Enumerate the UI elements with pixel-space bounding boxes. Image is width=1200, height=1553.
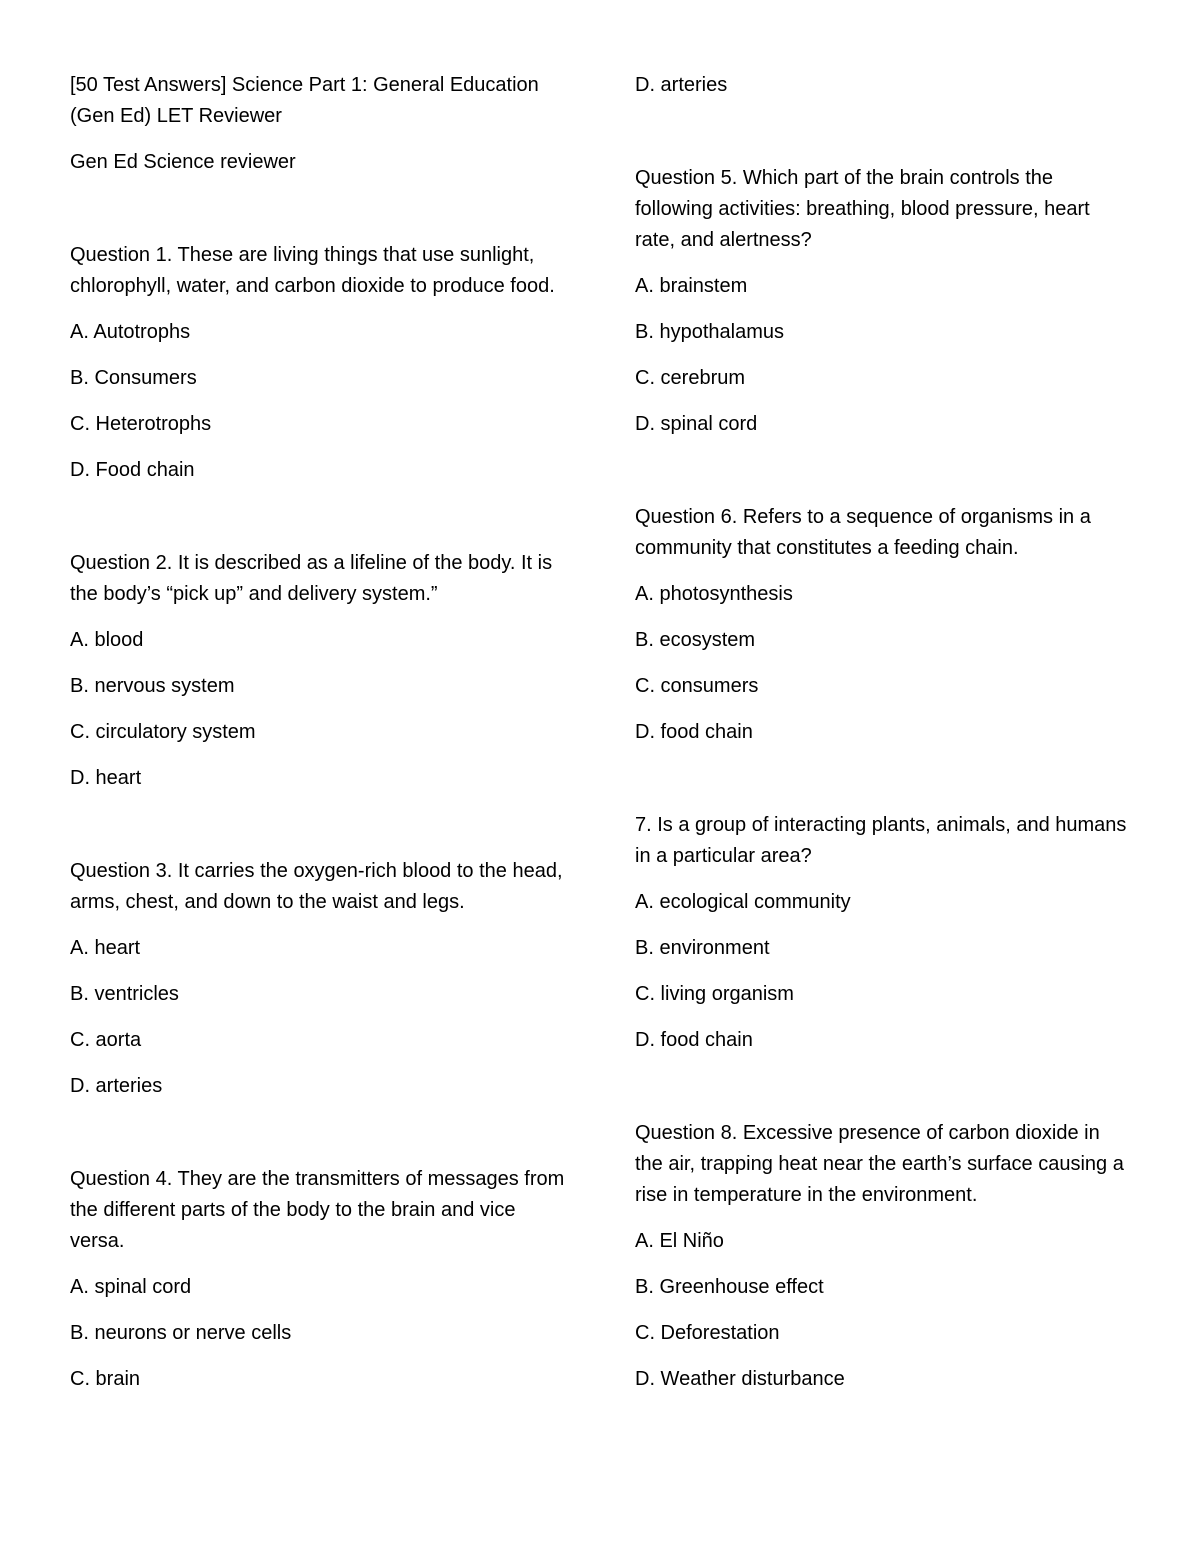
question-7 (635, 810, 1130, 1056)
answer-option: D. heart (70, 767, 142, 789)
answer-option: D. arteries (70, 1075, 163, 1097)
answer-option: D. arteries (635, 74, 728, 96)
question-4-continued (635, 70, 1130, 101)
question-4 (70, 1164, 565, 1395)
answer-option: D. spinal cord (635, 413, 758, 435)
answer-option: A. brainstem (635, 275, 748, 297)
question-prompt: Question 3. It carries the oxygen-rich blood to the head, arms, chest, and down to the waist and legs. (70, 860, 563, 913)
question-8 (635, 1118, 1130, 1395)
answer-option: B. ventricles (70, 983, 179, 1005)
document-subtitle: Gen Ed Science reviewer (70, 151, 296, 173)
left-column (70, 70, 565, 1410)
answer-option: C. Heterotrophs (70, 413, 212, 435)
answer-option: B. hypothalamus (635, 321, 784, 343)
question-prompt: Question 8. Excessive presence of carbon dioxide in the air, trapping heat near the earth’s surface causing a rise in temperature in the environment. (635, 1122, 1124, 1206)
question-1 (70, 240, 565, 486)
answer-option: C. living organism (635, 983, 794, 1005)
question-prompt: Question 4. They are the transmitters of messages from the different parts of the body to the brain and vice versa. (70, 1168, 565, 1252)
question-3 (70, 856, 565, 1102)
question-5 (635, 163, 1130, 440)
answer-option: A. spinal cord (70, 1276, 192, 1298)
answer-option: C. circulatory system (70, 721, 256, 743)
answer-option: B. neurons or nerve cells (70, 1322, 292, 1344)
answer-option: B. environment (635, 937, 770, 959)
answer-option: A. photosynthesis (635, 583, 793, 605)
answer-option: D. food chain (635, 1029, 753, 1051)
answer-option: D. Weather disturbance (635, 1368, 845, 1390)
answer-option: A. ecological community (635, 891, 851, 913)
question-prompt: Question 6. Refers to a sequence of organisms in a community that constitutes a feeding chain. (635, 506, 1091, 559)
answer-option: C. cerebrum (635, 367, 746, 389)
document-title: [50 Test Answers] Science Part 1: General Education (Gen Ed) LET Reviewer (70, 74, 539, 127)
question-prompt: 7. Is a group of interacting plants, animals, and humans in a particular area? (635, 814, 1127, 867)
answer-option: D. food chain (635, 721, 753, 743)
question-2 (70, 548, 565, 794)
question-6 (635, 502, 1130, 748)
answer-option: A. El Niño (635, 1230, 724, 1252)
answer-option: A. heart (70, 937, 141, 959)
answer-option: C. brain (70, 1368, 141, 1390)
answer-option: C. aorta (70, 1029, 142, 1051)
answer-option: B. ecosystem (635, 629, 756, 651)
answer-option: C. Deforestation (635, 1322, 780, 1344)
answer-option: A. blood (70, 629, 144, 651)
question-prompt: Question 5. Which part of the brain controls the following activities: breathing, blood pressure, heart rate, and alertness? (635, 167, 1090, 251)
answer-option: A. Autotrophs (70, 321, 191, 343)
answer-option: B. nervous system (70, 675, 235, 697)
answer-option: D. Food chain (70, 459, 195, 481)
answer-option: B. Consumers (70, 367, 197, 389)
question-prompt: Question 1. These are living things that use sunlight, chlorophyll, water, and carbon dioxide to produce food. (70, 244, 555, 297)
right-column (635, 70, 1130, 1410)
answer-option: B. Greenhouse effect (635, 1276, 824, 1298)
question-prompt: Question 2. It is described as a lifeline of the body. It is the body’s “pick up” and delivery system.” (70, 552, 553, 605)
answer-option: C. consumers (635, 675, 759, 697)
